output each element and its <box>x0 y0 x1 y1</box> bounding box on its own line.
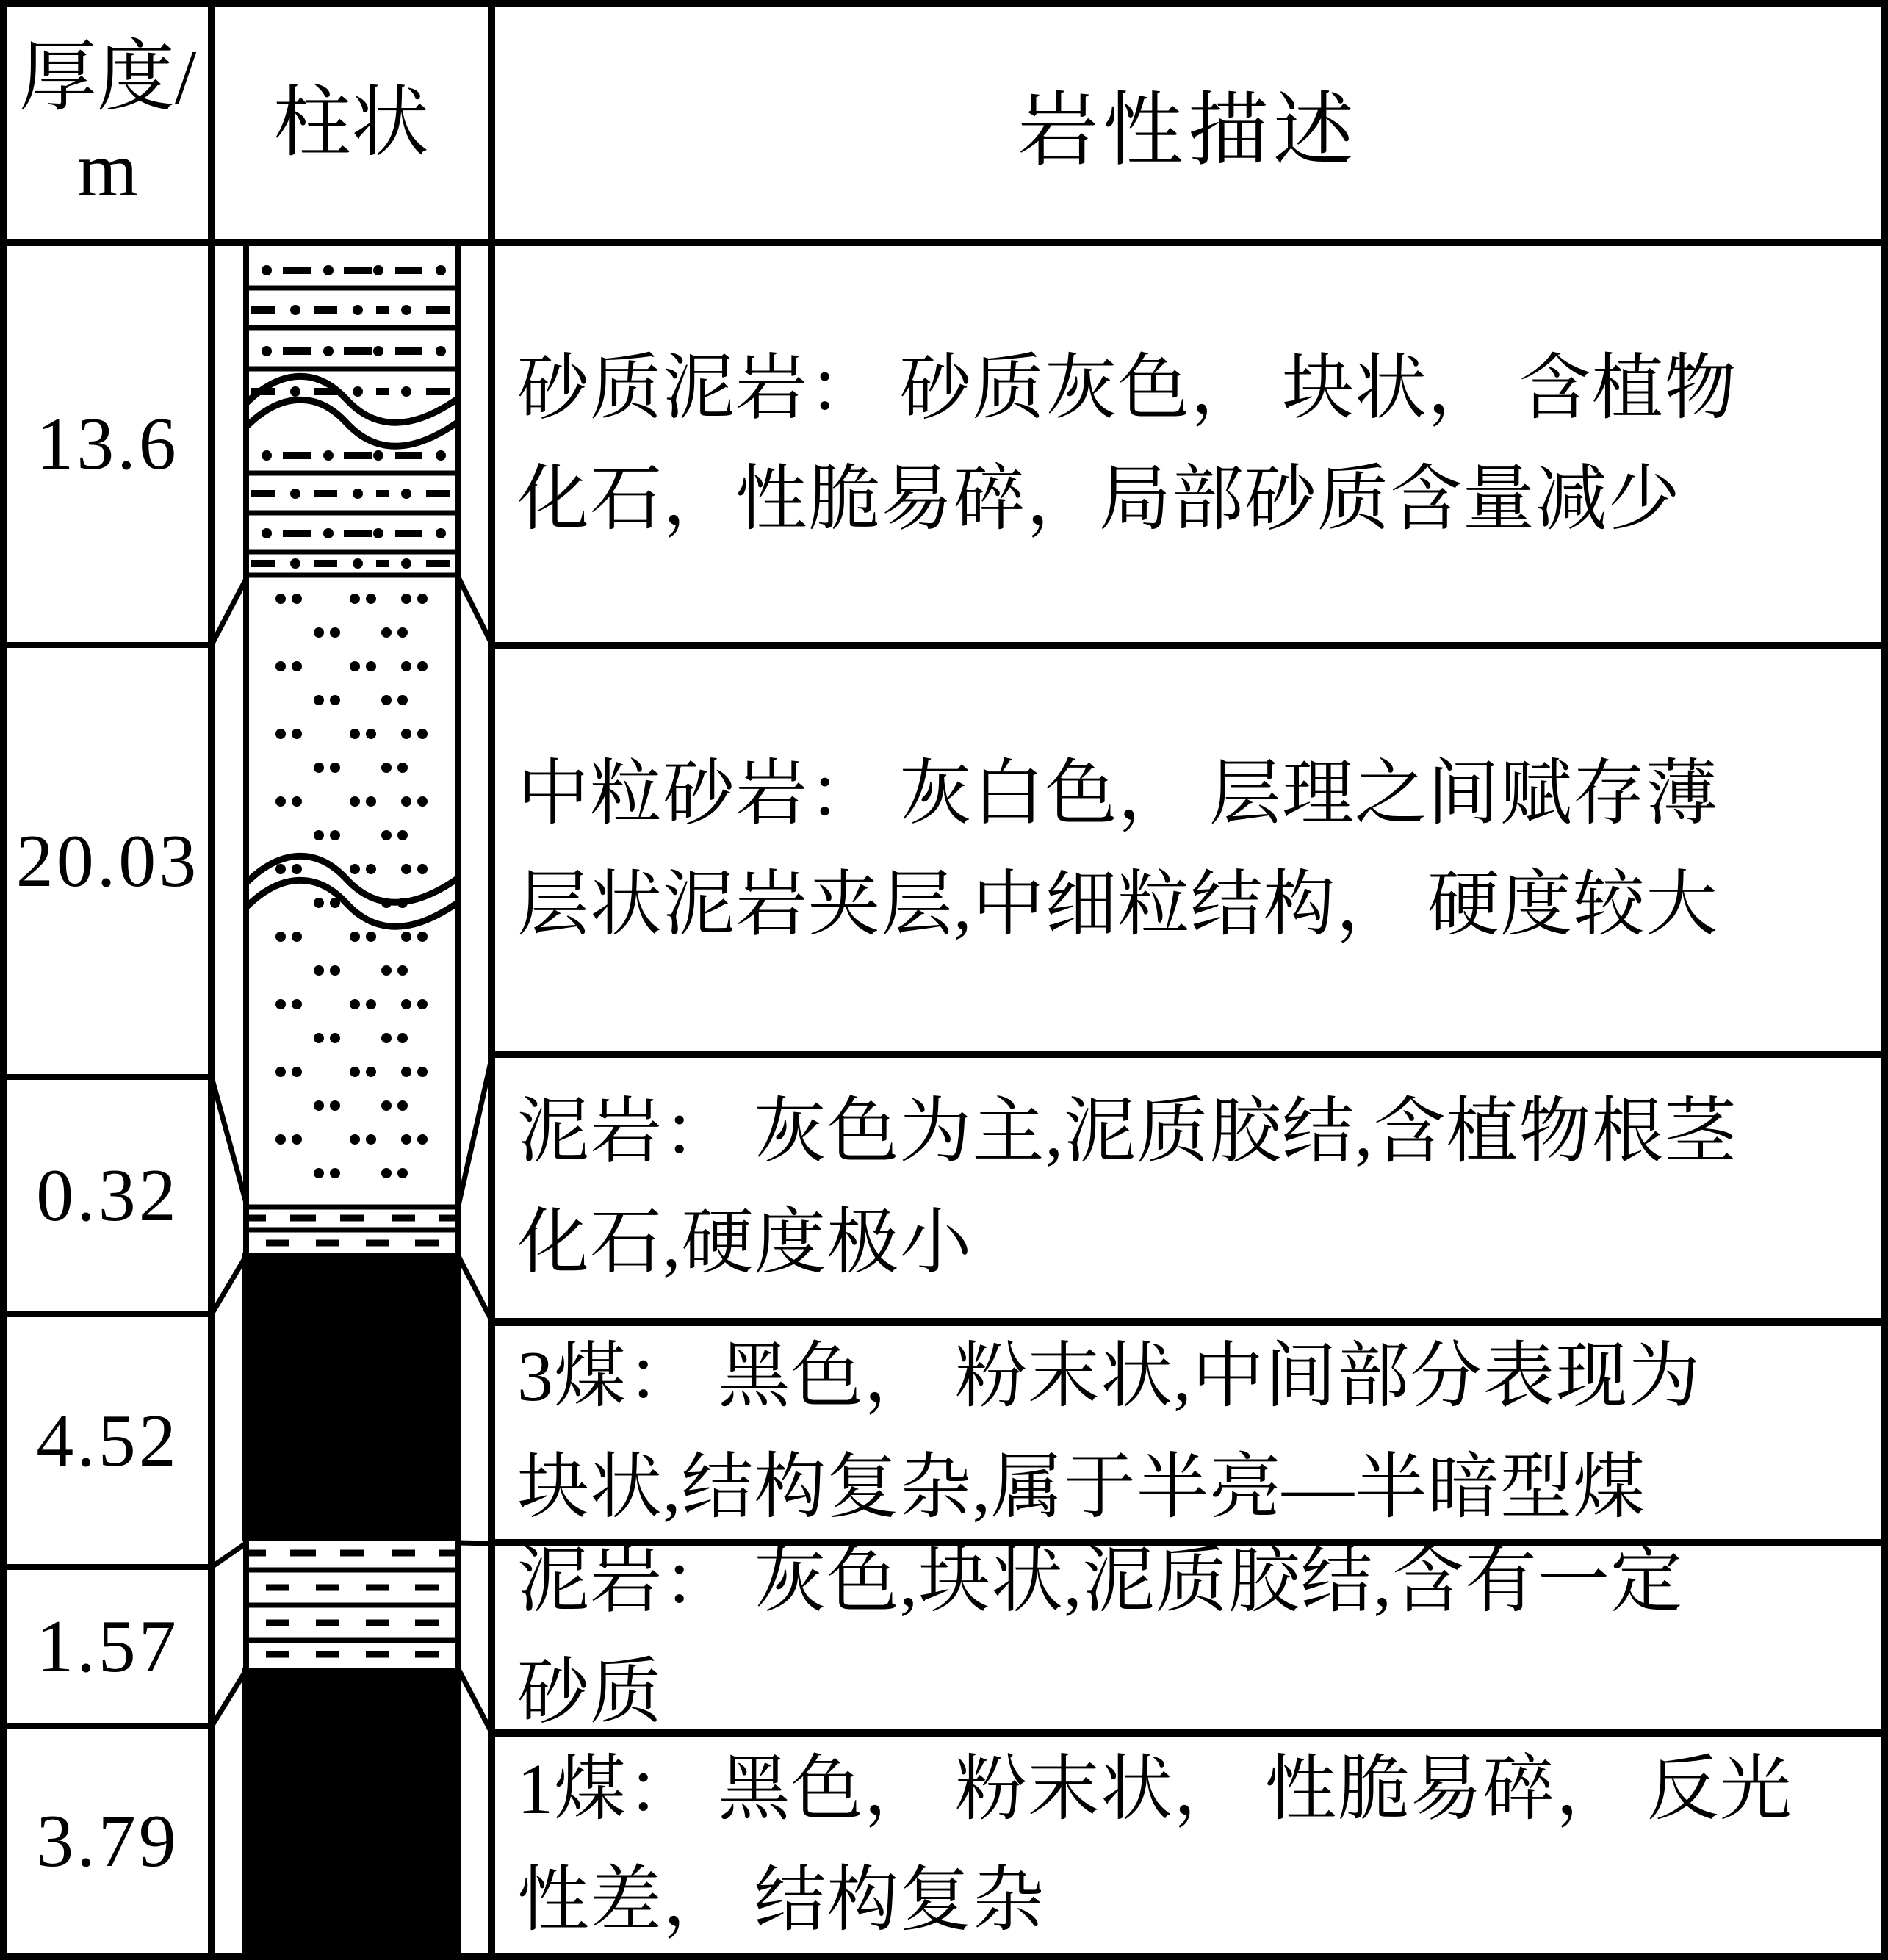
thickness-row-line-4 <box>0 1564 215 1570</box>
header-column-label: 柱状 <box>273 80 429 167</box>
thickness-value-2: 20.03 <box>15 819 200 903</box>
description-text: 砂质 <box>517 1653 663 1732</box>
unit-mudstone-pattern-lower <box>245 1553 460 1654</box>
divider-col-thickness <box>208 0 215 1960</box>
thickness-value-1: 13.6 <box>36 403 179 486</box>
thickness-row-line-1 <box>0 642 215 648</box>
description-text: 泥岩： 灰色为主,泥质胶结,含植物根茎 <box>517 1092 1737 1172</box>
description-row-1 <box>500 246 1888 642</box>
header-description <box>495 7 1881 239</box>
border-top <box>0 0 1888 7</box>
unit-coal-1-fill <box>242 1668 461 1956</box>
unit-sandy-mudstone-pattern <box>245 265 460 575</box>
description-row-line-2 <box>488 1051 1888 1058</box>
description-text: 泥岩： 灰色,块状,泥质胶结,含有一定 <box>517 1542 1684 1621</box>
wavy-scour-band-1 <box>246 376 458 446</box>
unit-mudstone-pattern-upper <box>245 1207 460 1243</box>
description-text: 砂质泥岩： 砂质灰色， 块状， 含植物 <box>517 348 1737 428</box>
description-row-2 <box>500 649 1888 1051</box>
header-column <box>215 7 488 239</box>
description-row-5 <box>500 1542 1888 1732</box>
unit-coal-3-fill <box>242 1253 461 1541</box>
thickness-value-3: 0.32 <box>36 1154 179 1237</box>
wavy-scour-band-2 <box>246 856 458 926</box>
border-left <box>0 0 7 1960</box>
thickness-value-5: 1.57 <box>36 1605 179 1688</box>
boundary-connector-lines <box>212 577 492 1734</box>
description-text: 中粒砂岩： 灰白色， 层理之间赋存薄 <box>517 754 1719 834</box>
column-box-edges <box>246 242 458 1956</box>
divider-col-description <box>488 0 495 1960</box>
description-row-3 <box>500 1058 1888 1318</box>
header-description-label: 岩性描述 <box>1017 86 1358 176</box>
description-row-4 <box>500 1326 1888 1539</box>
description-text: 性差， 结构复杂 <box>517 1860 1045 1940</box>
header-thickness <box>7 7 208 239</box>
description-text: 1煤： 黑色， 粉末状， 性脆易碎， 反光 <box>517 1749 1793 1829</box>
thickness-value-4: 4.52 <box>36 1399 179 1482</box>
header-thickness-line2: m <box>77 126 138 212</box>
thickness-row-line-2 <box>0 1074 215 1080</box>
description-text: 层状泥岩夹层,中细粒结构， 硬度较大 <box>517 865 1719 945</box>
divider-header <box>0 239 1888 246</box>
description-row-line-1 <box>488 642 1888 649</box>
description-text: 化石，性脆易碎，局部砂质含量减少 <box>517 459 1682 539</box>
unit-medium-sandstone-pattern <box>246 594 458 1178</box>
thickness-row-line-5 <box>0 1723 215 1729</box>
thickness-value-6: 3.79 <box>36 1799 179 1883</box>
description-text: 块状,结构复杂,属于半亮—半暗型煤 <box>517 1448 1646 1527</box>
header-thickness-line1: 厚度/ <box>18 34 197 120</box>
thickness-row-line-3 <box>0 1311 215 1317</box>
description-text: 化石,硬度极小 <box>517 1203 973 1283</box>
description-text: 3煤： 黑色， 粉末状,中间部分表现为 <box>517 1337 1701 1416</box>
description-row-6 <box>500 1737 1888 1953</box>
